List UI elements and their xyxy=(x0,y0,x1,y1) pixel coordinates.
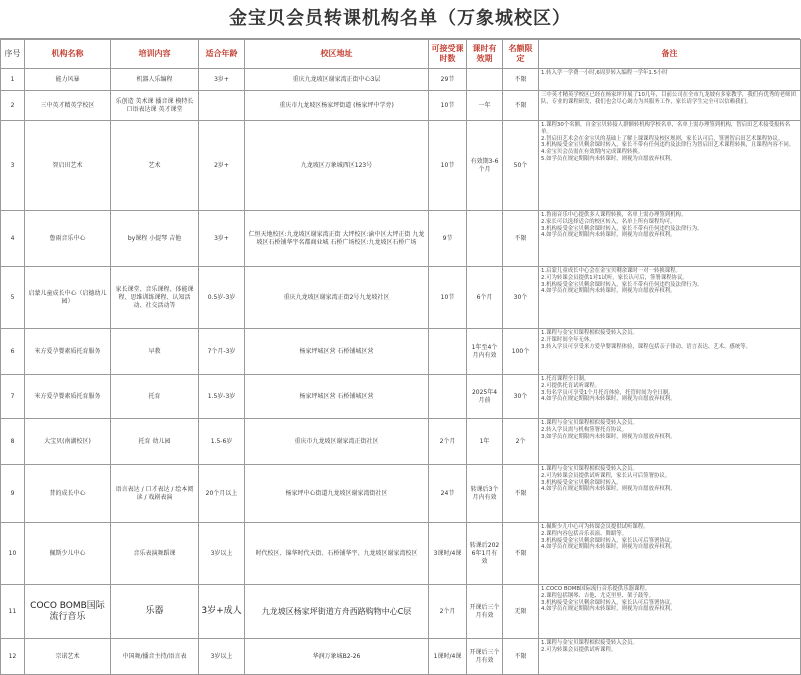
note-line: 1.佩斯少儿中心可为转课会员提供试听课程。 xyxy=(541,524,649,530)
cell-name: 米方爱孕婴素质托育服务 xyxy=(25,329,111,375)
note-line: 2.可提供托育试听课程。 xyxy=(541,382,601,389)
cell-content: 艺术 xyxy=(111,121,199,211)
cell-name: 智启田艺术 xyxy=(25,121,111,211)
table-row xyxy=(1,267,801,329)
note-line: 1.COCO BOMB国际流行音乐提供乐器课程。 xyxy=(541,586,651,592)
table-row xyxy=(1,465,801,523)
cell-age xyxy=(199,91,245,121)
note-line: 3.每名学员可享受1个月托育体验，托管时间为全日制。 xyxy=(541,389,674,396)
cell-name: 宗诺艺术 xyxy=(25,639,111,675)
cell-name: 能力风暴 xyxy=(25,69,111,91)
note-line: 4.金宝贝会员需在有效期内完成课程转换。 xyxy=(541,149,644,156)
cell-notes xyxy=(539,211,801,267)
cell-address: 重庆市九龙坡区杨家坪街道 (杨家坪中学旁) xyxy=(245,91,429,121)
cell-name: 三中英才精英学校区 xyxy=(25,91,111,121)
cell-validity: 开课后三个月有效 xyxy=(467,585,503,639)
note-line: 2.课程内容包括音乐表演、舞蹈等。 xyxy=(541,530,628,537)
cell-address: 重庆市九龙坡区谢家湾正街社区 xyxy=(245,419,429,465)
note-line: 5.如学员在规定期限内未转课时，则视为自愿放弃权利。 xyxy=(541,155,676,162)
cell-age: 3岁以上 xyxy=(199,639,245,675)
header-num: 序号 xyxy=(1,40,25,69)
cell-notes xyxy=(539,465,801,523)
cell-hours: 9节 xyxy=(429,211,467,267)
cell-age: 1.5-6岁 xyxy=(199,419,245,465)
cell-notes xyxy=(539,329,801,375)
note-line: 3.如学员在规定期限内未转课时，则视为自愿放弃权利。 xyxy=(541,433,676,440)
note-line: 1.课程与金宝贝课程相似接受转入会员。 xyxy=(541,640,638,646)
cell-num: 11 xyxy=(1,585,25,639)
cell-notes xyxy=(539,585,801,639)
note-line: 2.转入学员需与机构签署托育协议。 xyxy=(541,426,628,433)
cell-name: 启蒙儿童成长中心（启德幼儿园） xyxy=(25,267,111,329)
cell-quota: 2个 xyxy=(503,419,539,465)
cell-notes xyxy=(539,419,801,465)
cell-num: 4 xyxy=(1,211,25,267)
cell-validity: 1年至4个月内有效 xyxy=(467,329,503,375)
note-line: 3.机构接受金宝贝剩余课时转入，家长不带有任何违约及法律行为。 xyxy=(541,225,703,232)
cell-hours: 1课时/4课 xyxy=(429,639,467,675)
note-line: 1.鲁雨音乐中心提供多人课程转换，名单上需办理签到机构。 xyxy=(541,212,687,218)
table-header-row xyxy=(1,40,801,69)
note-line: 2.家长可以选择适合的校区转入，名单上所有课程均可。 xyxy=(541,218,676,225)
cell-content: 托育 xyxy=(111,375,199,419)
cell-address: 华润万象城B2-26 xyxy=(245,639,429,675)
cell-content: 家长课堂、音乐课程、体能课程、思维训练课程、认知活动、社交活动等 xyxy=(111,267,199,329)
cell-name: COCO BOMB国际流行音乐 xyxy=(25,585,111,639)
cell-validity xyxy=(467,69,503,91)
header-name: 机构名称 xyxy=(25,40,111,69)
header-validity: 课时有效期 xyxy=(467,40,503,69)
cell-quota: 不限 xyxy=(503,465,539,523)
cell-name: 大宝贝(南湖校区) xyxy=(25,419,111,465)
cell-content: 乐器 xyxy=(111,585,199,639)
table-row xyxy=(1,69,801,91)
cell-quota: 无限 xyxy=(503,585,539,639)
cell-age: 3岁以上 xyxy=(199,523,245,585)
cell-quota: 不限 xyxy=(503,91,539,121)
cell-num: 6 xyxy=(1,329,25,375)
note-line: 2.智启田艺术会在金宝贝的基础上了解上课课程及校区规则，家长认可后，签署智启田艺术课程协议。 xyxy=(541,135,784,142)
cell-hours: 2个月 xyxy=(429,585,467,639)
cell-hours: 10节 xyxy=(429,91,467,121)
note-line: 2.可为转课会员提供试听课程。 xyxy=(541,646,617,653)
note-line: 1.托育课程全日制。 xyxy=(541,376,590,382)
note-line: 2.开课时间全年无休。 xyxy=(541,336,595,343)
note-line: 1.课程与金宝贝课程相似接受转入会员。 xyxy=(541,420,638,426)
cell-age: 2岁+ xyxy=(199,121,245,211)
cell-num: 2 xyxy=(1,91,25,121)
note-line: 4.如学员在规定期限内未转课时，则视为自愿放弃权利。 xyxy=(541,486,676,493)
cell-validity: 6个月 xyxy=(467,267,503,329)
cell-content: 音乐表演舞蹈课 xyxy=(111,523,199,585)
note-line: 3.机构接受金宝贝剩余课时转入，家长不带有任何违约及法律行为智启田艺术课程转换，且课程内容不同。 xyxy=(541,142,795,149)
note-line: 3.机构接受金宝贝剩余课时转入，家长认可后签署协议。 xyxy=(541,599,676,606)
cell-hours: 3课时/4课 xyxy=(429,523,467,585)
note-line: 2.可为转课会员提供1对1试听，家长认可后，签署课程协议。 xyxy=(541,274,688,281)
note-line: 3.机构接受金宝贝剩余课时转入，家长不带有任何违约及法律行为。 xyxy=(541,281,703,288)
note-line: 1.启蒙儿童成长中心会在金宝贝剩余课时一对一转换课程。 xyxy=(541,268,681,274)
table-row xyxy=(1,211,801,267)
header-quota: 名额限定 xyxy=(503,40,539,69)
cell-address: 仁恒天地校区:九龙坡区谢家湾正街 大坪校区:渝中区大坪正街 九龙坡区石桥铺华宇名都商业城 石桥广场校区:九龙坡区石桥广场 xyxy=(245,211,429,267)
note-line: 4.如学员在规定期限内未转课时，则视为自愿放弃权利。 xyxy=(541,396,676,403)
cell-num: 8 xyxy=(1,419,25,465)
cell-address: 重庆九龙坡区谢家湾正街中心3层 xyxy=(245,69,429,91)
note-line: 4.如学员在规定期限内未转课时，则视为自愿放弃权利。 xyxy=(541,606,676,613)
cell-age: 3岁+成人 xyxy=(199,585,245,639)
cell-validity: 1年 xyxy=(467,419,503,465)
cell-content: 托育 幼儿园 xyxy=(111,419,199,465)
cell-validity: 一年 xyxy=(467,91,503,121)
cell-notes xyxy=(539,69,801,91)
cell-age: 1.5岁-3岁 xyxy=(199,375,245,419)
note-line: 1.课程30个名额，自金宝贝转接人群额转机构学校名单，名单上需办理签到机构，智启田艺术接受报转名单。 xyxy=(541,122,791,135)
cell-notes xyxy=(539,375,801,419)
cell-notes xyxy=(539,267,801,329)
table-row xyxy=(1,91,801,121)
table-row xyxy=(1,419,801,465)
note-line: 1.课程与金宝贝课程相似接受转入会员。 xyxy=(541,330,638,336)
note-line: 4.如学员在规定期限内未转课时，则视为自愿放弃权利。 xyxy=(541,232,676,239)
header-address: 校区地址 xyxy=(245,40,429,69)
cell-notes xyxy=(539,91,801,121)
cell-quota: 30个 xyxy=(503,375,539,419)
cell-quota: 不限 xyxy=(503,211,539,267)
cell-quota: 50个 xyxy=(503,121,539,211)
header-notes: 备注 xyxy=(539,40,801,69)
note-line: 3.转入学员可享受米方爱孕婴课程体验，课程包括亲子律动、语言表达、艺术、感统等。 xyxy=(541,343,751,350)
note-line: 三中英才精英学校区已经在杨家坪开展了10几年，目前公司在全市九龙坡有多家教学，我们有优秀的老师团队，专业的课程研发，我们也会尽心竭力为其服务工作，家长请学生完全可以信赖我们。 xyxy=(541,92,796,105)
cell-validity xyxy=(467,211,503,267)
cell-hours: 2个月 xyxy=(429,419,467,465)
cell-age: 7个月-3岁 xyxy=(199,329,245,375)
cell-validity: 转课后2026年1月有效 xyxy=(467,523,503,585)
cell-num: 10 xyxy=(1,523,25,585)
cell-age: 3岁+ xyxy=(199,211,245,267)
table-row xyxy=(1,523,801,585)
cell-name: 鲁雨音乐中心 xyxy=(25,211,111,267)
cell-quota: 不限 xyxy=(503,639,539,675)
cell-content: 早教 xyxy=(111,329,199,375)
cell-num: 9 xyxy=(1,465,25,523)
document-title: 金宝贝会员转课机构名单（万象城校区） xyxy=(0,0,800,39)
cell-quota: 不限 xyxy=(503,523,539,585)
cell-content: 机器人乐编程 xyxy=(111,69,199,91)
table-body xyxy=(1,69,801,675)
cell-notes xyxy=(539,523,801,585)
cell-quota: 不限 xyxy=(503,69,539,91)
note-line: 3.机构接受金宝贝剩余课时转入。 xyxy=(541,479,622,486)
cell-num: 7 xyxy=(1,375,25,419)
cell-address: 时代校区、锦华时代天街、石桥铺华宇、九龙坡区谢家湾校区 xyxy=(245,523,429,585)
cell-content: by课程 小提琴 吉他 xyxy=(111,211,199,267)
cell-quota: 30个 xyxy=(503,267,539,329)
cell-address: 杨家坪中心街道九龙坡区谢家湾街社区 xyxy=(245,465,429,523)
cell-num: 1 xyxy=(1,69,25,91)
header-content: 培训内容 xyxy=(111,40,199,69)
header-age: 适合年龄 xyxy=(199,40,245,69)
cell-address: 杨家坪城区营 石桥铺城区营 xyxy=(245,375,429,419)
cell-address: 重庆九龙坡区谢家湾正街2号九龙坡社区 xyxy=(245,267,429,329)
table-row xyxy=(1,375,801,419)
table-row xyxy=(1,121,801,211)
cell-hours: 10节 xyxy=(429,121,467,211)
header-hours: 可接受课时数 xyxy=(429,40,467,69)
table-row xyxy=(1,329,801,375)
cell-validity: 开课后三个月有效 xyxy=(467,639,503,675)
note-line: 2.课程包括钢琴、吉他、尤克里里、架子鼓等。 xyxy=(541,592,654,599)
cell-name: 佩斯少儿中心 xyxy=(25,523,111,585)
cell-name: 米方爱孕婴素质托育服务 xyxy=(25,375,111,419)
table-row xyxy=(1,639,801,675)
cell-num: 3 xyxy=(1,121,25,211)
cell-hours: 29节 xyxy=(429,69,467,91)
cell-hours xyxy=(429,375,467,419)
note-line: 3.机构接受金宝贝剩余课时转入，家长认可后签署协议。 xyxy=(541,537,676,544)
cell-notes xyxy=(539,639,801,675)
cell-name: 昔的成长中心 xyxy=(25,465,111,523)
cell-content: 中国舞/播音主持/语言表 xyxy=(111,639,199,675)
cell-num: 5 xyxy=(1,267,25,329)
cell-hours xyxy=(429,329,467,375)
note-line: 4.如学员在规定期限内未转课时，则视为自愿放弃权利。 xyxy=(541,288,676,295)
cell-quota: 100个 xyxy=(503,329,539,375)
institution-table xyxy=(0,39,801,675)
note-line: 1.课程与金宝贝课程相似接受转入会员。 xyxy=(541,466,638,472)
note-line: 1.转入学一学费一小时,6周岁转入编程一学年1.5小时 xyxy=(541,70,668,76)
cell-address: 九龙坡区杨家坪街道方舟西路购物中心C层 xyxy=(245,585,429,639)
cell-content: 乐创造 美术课 播音课 模特长 口语表达课 英才课堂 xyxy=(111,91,199,121)
cell-num: 12 xyxy=(1,639,25,675)
cell-age: 20个月以上 xyxy=(199,465,245,523)
cell-address: 杨家坪城区营 石桥铺城区营 xyxy=(245,329,429,375)
cell-hours: 10节 xyxy=(429,267,467,329)
cell-notes xyxy=(539,121,801,211)
note-line: 4.如学员在规定期限内未转课时，则视为自愿放弃权利。 xyxy=(541,544,676,551)
cell-hours: 24节 xyxy=(429,465,467,523)
cell-validity: 2025年4月前 xyxy=(467,375,503,419)
cell-age: 0.5岁-3岁 xyxy=(199,267,245,329)
cell-address: 九龙坡区万象城西区123号 xyxy=(245,121,429,211)
cell-age: 3岁+ xyxy=(199,69,245,91)
cell-validity: 有效期3-6个月 xyxy=(467,121,503,211)
cell-content: 语言表达 / 口才表达 / 绘本阅读 / 戏剧表演 xyxy=(111,465,199,523)
cell-validity: 转课后3个月内有效 xyxy=(467,465,503,523)
note-line: 2.可为转课会员提供试听课程，家长认可后签署协议。 xyxy=(541,472,671,479)
table-row xyxy=(1,585,801,639)
